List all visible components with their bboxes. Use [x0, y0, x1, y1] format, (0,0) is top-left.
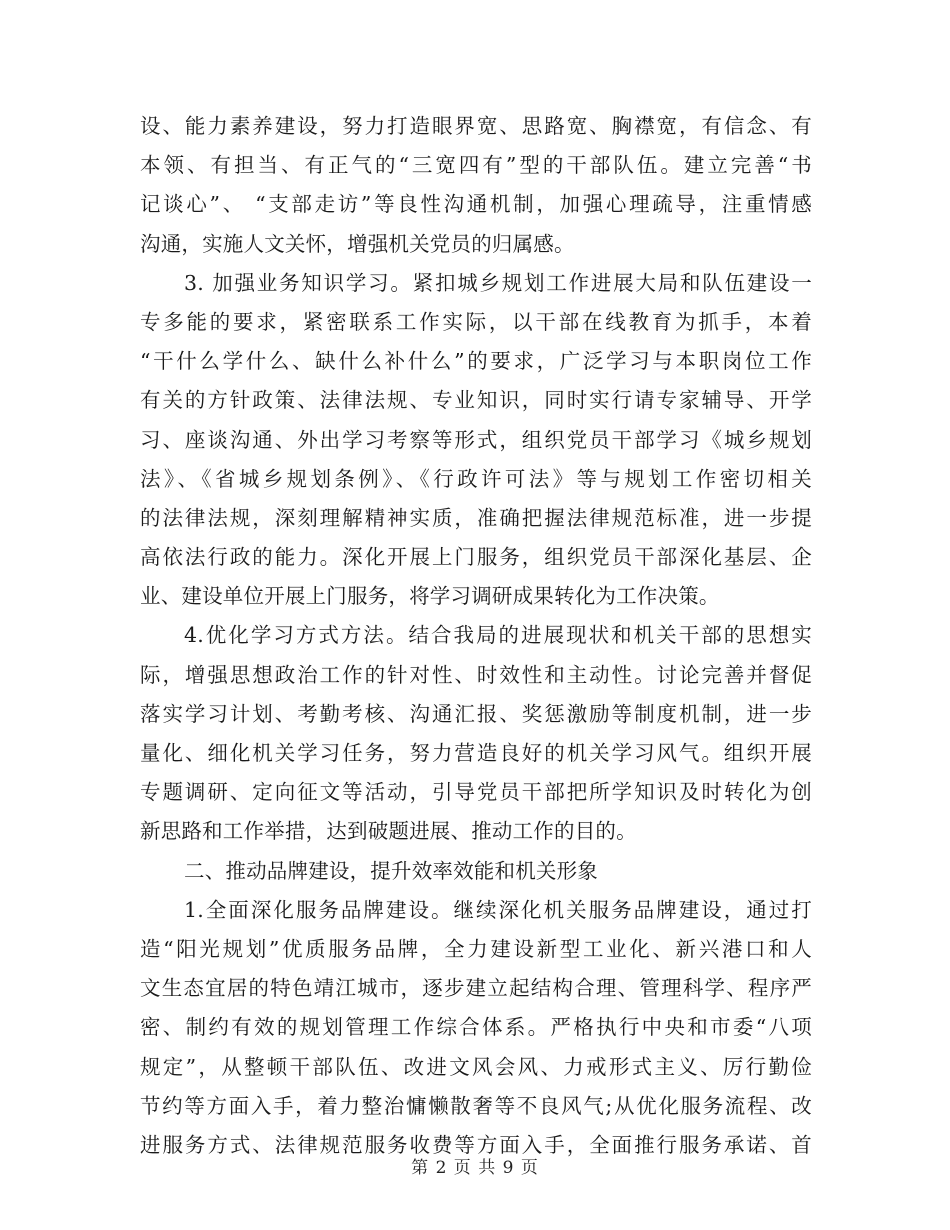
- text-line: 造“阳光规划”优质服务品牌，全力建设新型工业化、新兴港口和人: [140, 936, 812, 961]
- paragraph-start-line: 1.全面深化服务品牌建设。继续深化机关服务品牌建设，通过打: [184, 897, 812, 922]
- text-line: 密、制约有效的规划管理工作综合体系。严格执行中央和市委“八项: [140, 1015, 812, 1040]
- text-line: 设、能力素养建设，努力打造眼界宽、思路宽、胸襟宽，有信念、有: [140, 114, 812, 138]
- paragraph-start-line: 3. 加强业务知识学习。紧扣城乡规划工作进展大局和队伍建设一: [184, 270, 812, 295]
- text-line: 有关的方针政策、法律法规、专业知识，同时实行请专家辅导、开学: [140, 388, 812, 413]
- body-text: [140, 107, 812, 1165]
- text-line: 规定”，从整顿干部队伍、改进文风会风、力戒形式主义、厉行勤俭: [140, 1054, 812, 1079]
- text-line: 习、座谈沟通、外出学习考察等形式，组织党员干部学习《城乡规划: [140, 427, 812, 452]
- text-line: 际，增强思想政治工作的针对性、时效性和主动性。讨论完善并督促: [140, 662, 812, 687]
- text-line: “干什么学什么、缺什么补什么”的要求，广泛学习与本职岗位工作: [140, 349, 812, 374]
- text-line: 本领、有担当、有正气的“三宽四有”型的干部队伍。建立完善“书: [140, 153, 812, 178]
- text-line: 落实学习计划、考勤考核、沟通汇报、奖惩激励等制度机制，进一步: [140, 701, 812, 726]
- text-line: 量化、细化机关学习任务，努力营造良好的机关学习风气。组织开展: [140, 741, 812, 765]
- paragraph-start-line: 4.优化学习方式方法。结合我局的进展现状和机关干部的思想实: [184, 623, 812, 648]
- text-line: 新思路和工作举措，达到破题进展、推动工作的目的。: [140, 819, 637, 844]
- text-line: 进服务方式、法律规范服务收费等方面入手，全面推行服务承诺、首: [140, 1132, 812, 1157]
- text-line: 沟通，实施人文关怀，增强机关党员的归属感。: [140, 231, 575, 256]
- text-line: 节约等方面入手，着力整治慵懒散奢等不良风气;从优化服务流程、改: [140, 1093, 812, 1118]
- text-line: 文生态宜居的特色靖江城市，逐步建立起结构合理、管理科学、程序严: [140, 976, 812, 1001]
- text-line: 法》、《省城乡规划条例》、《行政许可法》等与规划工作密切相关: [140, 466, 812, 491]
- text-line: 高依法行政的能力。深化开展上门服务，组织党员干部深化基层、企: [140, 545, 812, 570]
- text-line: 的法律法规，深刻理解精神实质，准确把握法律规范标准，进一步提: [140, 505, 812, 530]
- section-heading: 二、推动品牌建设，提升效率效能和机关形象: [184, 858, 598, 883]
- text-line: 记谈心”、 “支部走访”等良性沟通机制，加强心理疏导，注重情感: [140, 192, 812, 217]
- page-number-footer: 第 2 页 共 9 页: [411, 1158, 539, 1178]
- text-line: 专题调研、定向征文等活动，引导党员干部把所学知识及时转化为创: [140, 780, 812, 805]
- text-line: 业、建设单位开展上门服务，将学习调研成果转化为工作决策。: [140, 584, 720, 609]
- text-line: 专多能的要求，紧密联系工作实际，以干部在线教育为抓手，本着: [140, 309, 812, 334]
